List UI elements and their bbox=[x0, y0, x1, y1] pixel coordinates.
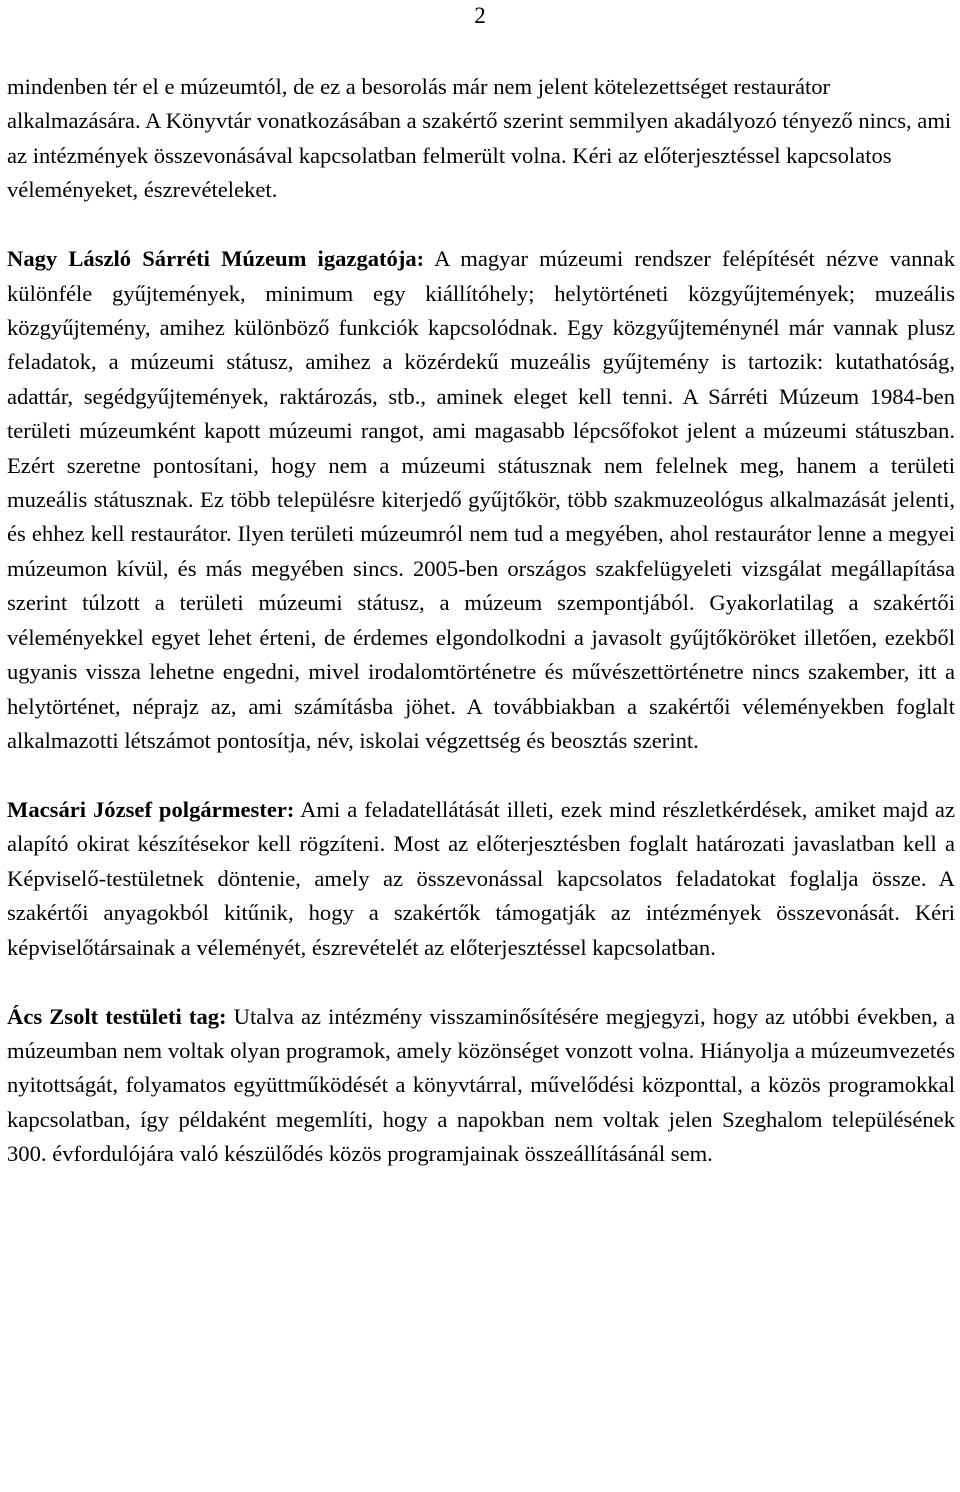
speaker-name: Nagy László Sárréti Múzeum igazgatója: bbox=[7, 246, 425, 272]
paragraph-nagy-laszlo bbox=[7, 242, 955, 758]
page-number: 2 bbox=[474, 3, 486, 28]
paragraph-text: A magyar múzeumi rendszer felépítését nézve vannak különféle gyűjtemények, minimum egy kiállítóhely; helytörténeti közgyűjtemények; muzeális közgyűjtemény, amihez különböző funkciók kapcsolódnak. Egy közgyűjteménynél már vannak plusz feladatok, a múzeumi státusz, amihez a közérdekű muzeális gyűjtemény is tartozik: kutathatóság, adattár, segédgyűjtemények, raktározás, stb., aminek eleget kell tenni. A Sárréti Múzeum 1984-ben területi múzeumként kapott múzeumi rangot, ami magasabb lépcsőfokot jelent a múzeumi státuszban. Ezért szeretne pontosítani, hogy nem a múzeumi státusznak nem felelnek meg, hanem a területi muzeális státusznak. Ez több településre kiterjedő gyűjtőkör, több szakmuzeológus alkalmazását jelenti, és ehhez kell restaurátor. Ilyen területi múzeumról nem tud a megyében, ahol restaurátor lenne a megyei múzeumon kívül, és más megyében sincs. 2005-ben országos szakfelügyeleti vizsgálat megállapítása szerint túlzott a területi múzeumi státusz, a múzeum szempontjából. Gyakorlatilag a szakértői véleményekkel egyet lehet érteni, de érdemes elgondolkodni a javasolt gyűjtőköröket illetően, ezekből ugyanis vissza lehetne engedni, mivel irodalomtörténetre és művészettörténetre nincs szakember, itt a helytörténet, néprajz az, ami számításba jöhet. A továbbiakban a szakértői véleményekben foglalt alkalmazotti létszámot pontosítja, név, iskolai végzettség és beosztás szerint. bbox=[7, 246, 955, 753]
document-body bbox=[7, 70, 955, 1172]
paragraph-continuation bbox=[7, 70, 955, 208]
paragraph-text: Utalva az intézmény visszaminősítésére megjegyzi, hogy az utóbbi években, a múzeumban nem voltak olyan programok, amely közönséget vonzott volna. Hiányolja a múzeumvezetés nyitottságát, folyamatos együttműködését a könyvtárral, művelődési központtal, a közös programokkal kapcsolatban, így példaként megemlíti, hogy a napokban nem voltak jelen Szeghalom településének 300. évfordulójára való készülődés közös programjainak összeállításánál sem. bbox=[7, 1003, 956, 1167]
paragraph-acs-zsolt bbox=[7, 1000, 955, 1172]
speaker-name: Macsári József polgármester: bbox=[7, 796, 295, 822]
speaker-name: Ács Zsolt testületi tag: bbox=[7, 1003, 227, 1029]
paragraph-macsari-jozsef bbox=[7, 793, 955, 965]
paragraph-text: mindenben tér el e múzeumtól, de ez a besorolás már nem jelent kötelezettséget restaurátor alkalmazására. A Könyvtár vonatkozásában a szakértő szerint semmilyen akadályozó tényező nincs, ami az intézmények összevonásával kapcsolatban felmerült volna. Kéri az előterjesztéssel kapcsolatos véleményeket, észrevételeket. bbox=[7, 74, 952, 203]
paragraph-text: Ami a feladatellátását illeti, ezek mind részletkérdések, amiket majd az alapító okirat készítésekor kell rögzíteni. Most az előterjesztésben foglalt határozati javaslatban kell a Képviselő-testületnek döntenie, amely az összevonással kapcsolatos feladatokat foglalja össze. A szakértői anyagokból kitűnik, hogy a szakértők támogatják az intézmények összevonását. Kéri képviselőtársainak a véleményét, észrevételét az előterjesztéssel kapcsolatban. bbox=[7, 796, 955, 960]
